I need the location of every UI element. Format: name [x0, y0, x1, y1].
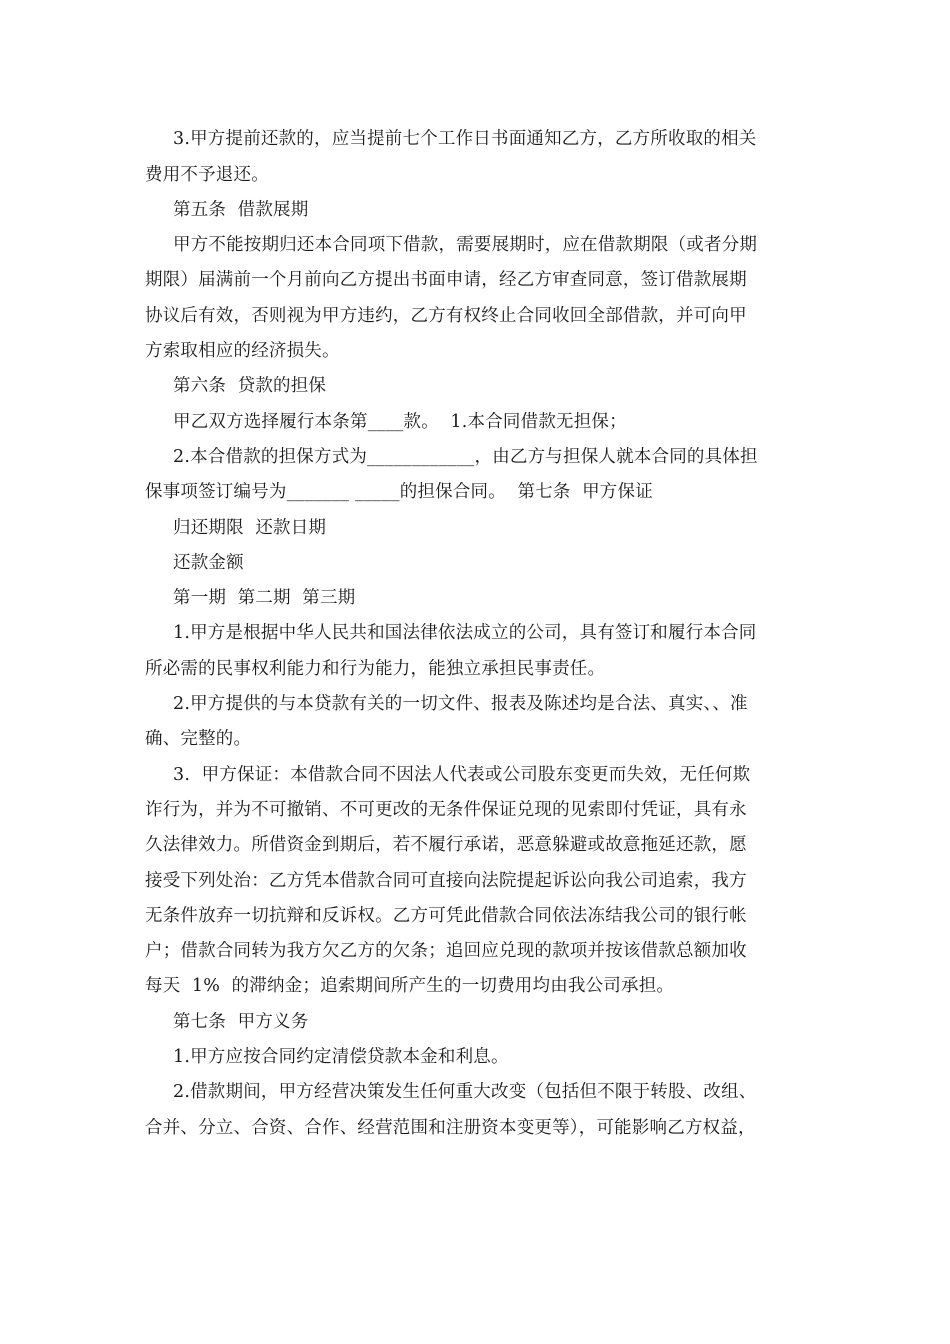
text-line: 诈行为，并为不可撤销、不可更改的无条件保证兑现的见索即付凭证，具有永	[145, 800, 747, 820]
text-line: 确、完整的。	[145, 729, 252, 749]
text-line: 2.借款期间，甲方经营决策发生任何重大改变（包括但不限于转股、改组、	[173, 1082, 757, 1102]
text-line: 归还期限 还款日期	[173, 518, 327, 538]
text-line: 3.甲方提前还款的，应当提前七个工作日书面通知乙方，乙方所收取的相关	[173, 129, 757, 149]
text-line: 1.甲方应按合同约定清偿贷款本金和利息。	[173, 1047, 509, 1067]
text-line: 3. 甲方保证：本借款合同不因法人代表或公司股东变更而失效，无任何欺	[173, 765, 751, 785]
text-line: 每天 1% 的滞纳金；追索期间所产生的一切费用均由我公司承担。	[145, 976, 675, 996]
section-heading: 第六条 贷款的担保	[173, 376, 327, 396]
text-line: 协议后有效，否则视为甲方违约，乙方有权终止合同收回全部借款，并可向甲	[145, 306, 747, 326]
section-heading: 第五条 借款展期	[173, 200, 309, 220]
text-line: 无条件放弃一切抗辩和反诉权。乙方可凭此借款合同依法冻结我公司的银行帐	[145, 906, 747, 926]
text-line: 期限）届满前一个月前向乙方提出书面申请，经乙方审查同意，签订借款展期	[145, 270, 747, 290]
text-line: 费用不予退还。	[145, 165, 269, 185]
text-line: 保事项签订编号为_______ _____的担保合同。 第七条 甲方保证	[145, 482, 653, 502]
section-heading: 第七条 甲方义务	[173, 1012, 309, 1032]
text-line: 方索取相应的经济损失。	[145, 341, 340, 361]
text-line: 第一期 第二期 第三期	[173, 588, 356, 608]
text-line: 还款金额	[173, 553, 244, 573]
text-line: 甲乙双方选择履行本条第____款。 1.本合同借款无担保；	[173, 412, 627, 432]
text-line: 所必需的民事权利能力和行为能力，能独立承担民事责任。	[145, 659, 606, 679]
text-line: 合并、分立、合资、合作、经营范围和注册资本变更等），可能影响乙方权益，	[145, 1118, 756, 1138]
text-line: 甲方不能按期归还本合同项下借款，需要展期时，应在借款期限（或者分期	[173, 235, 758, 255]
text-line: 2.甲方提供的与本贷款有关的一切文件、报表及陈述均是合法、真实、、准	[173, 694, 748, 714]
text-line: 久法律效力。所借资金到期后，若不履行承诺，恶意躲避或故意拖延还款，愿	[145, 835, 747, 855]
text-line: 接受下列处治：乙方凭本借款合同可直接向法院提起诉讼向我公司追索，我方	[145, 871, 747, 891]
text-line: 2.本合借款的担保方式为____________，由乙方与担保人就本合同的具体担	[173, 447, 758, 467]
text-line: 1.甲方是根据中华人民共和国法律依法成立的公司，具有签订和履行本合同	[173, 623, 757, 643]
text-line: 户；借款合同转为我方欠乙方的欠条；追回应兑现的款项并按该借款总额加收	[145, 941, 747, 961]
